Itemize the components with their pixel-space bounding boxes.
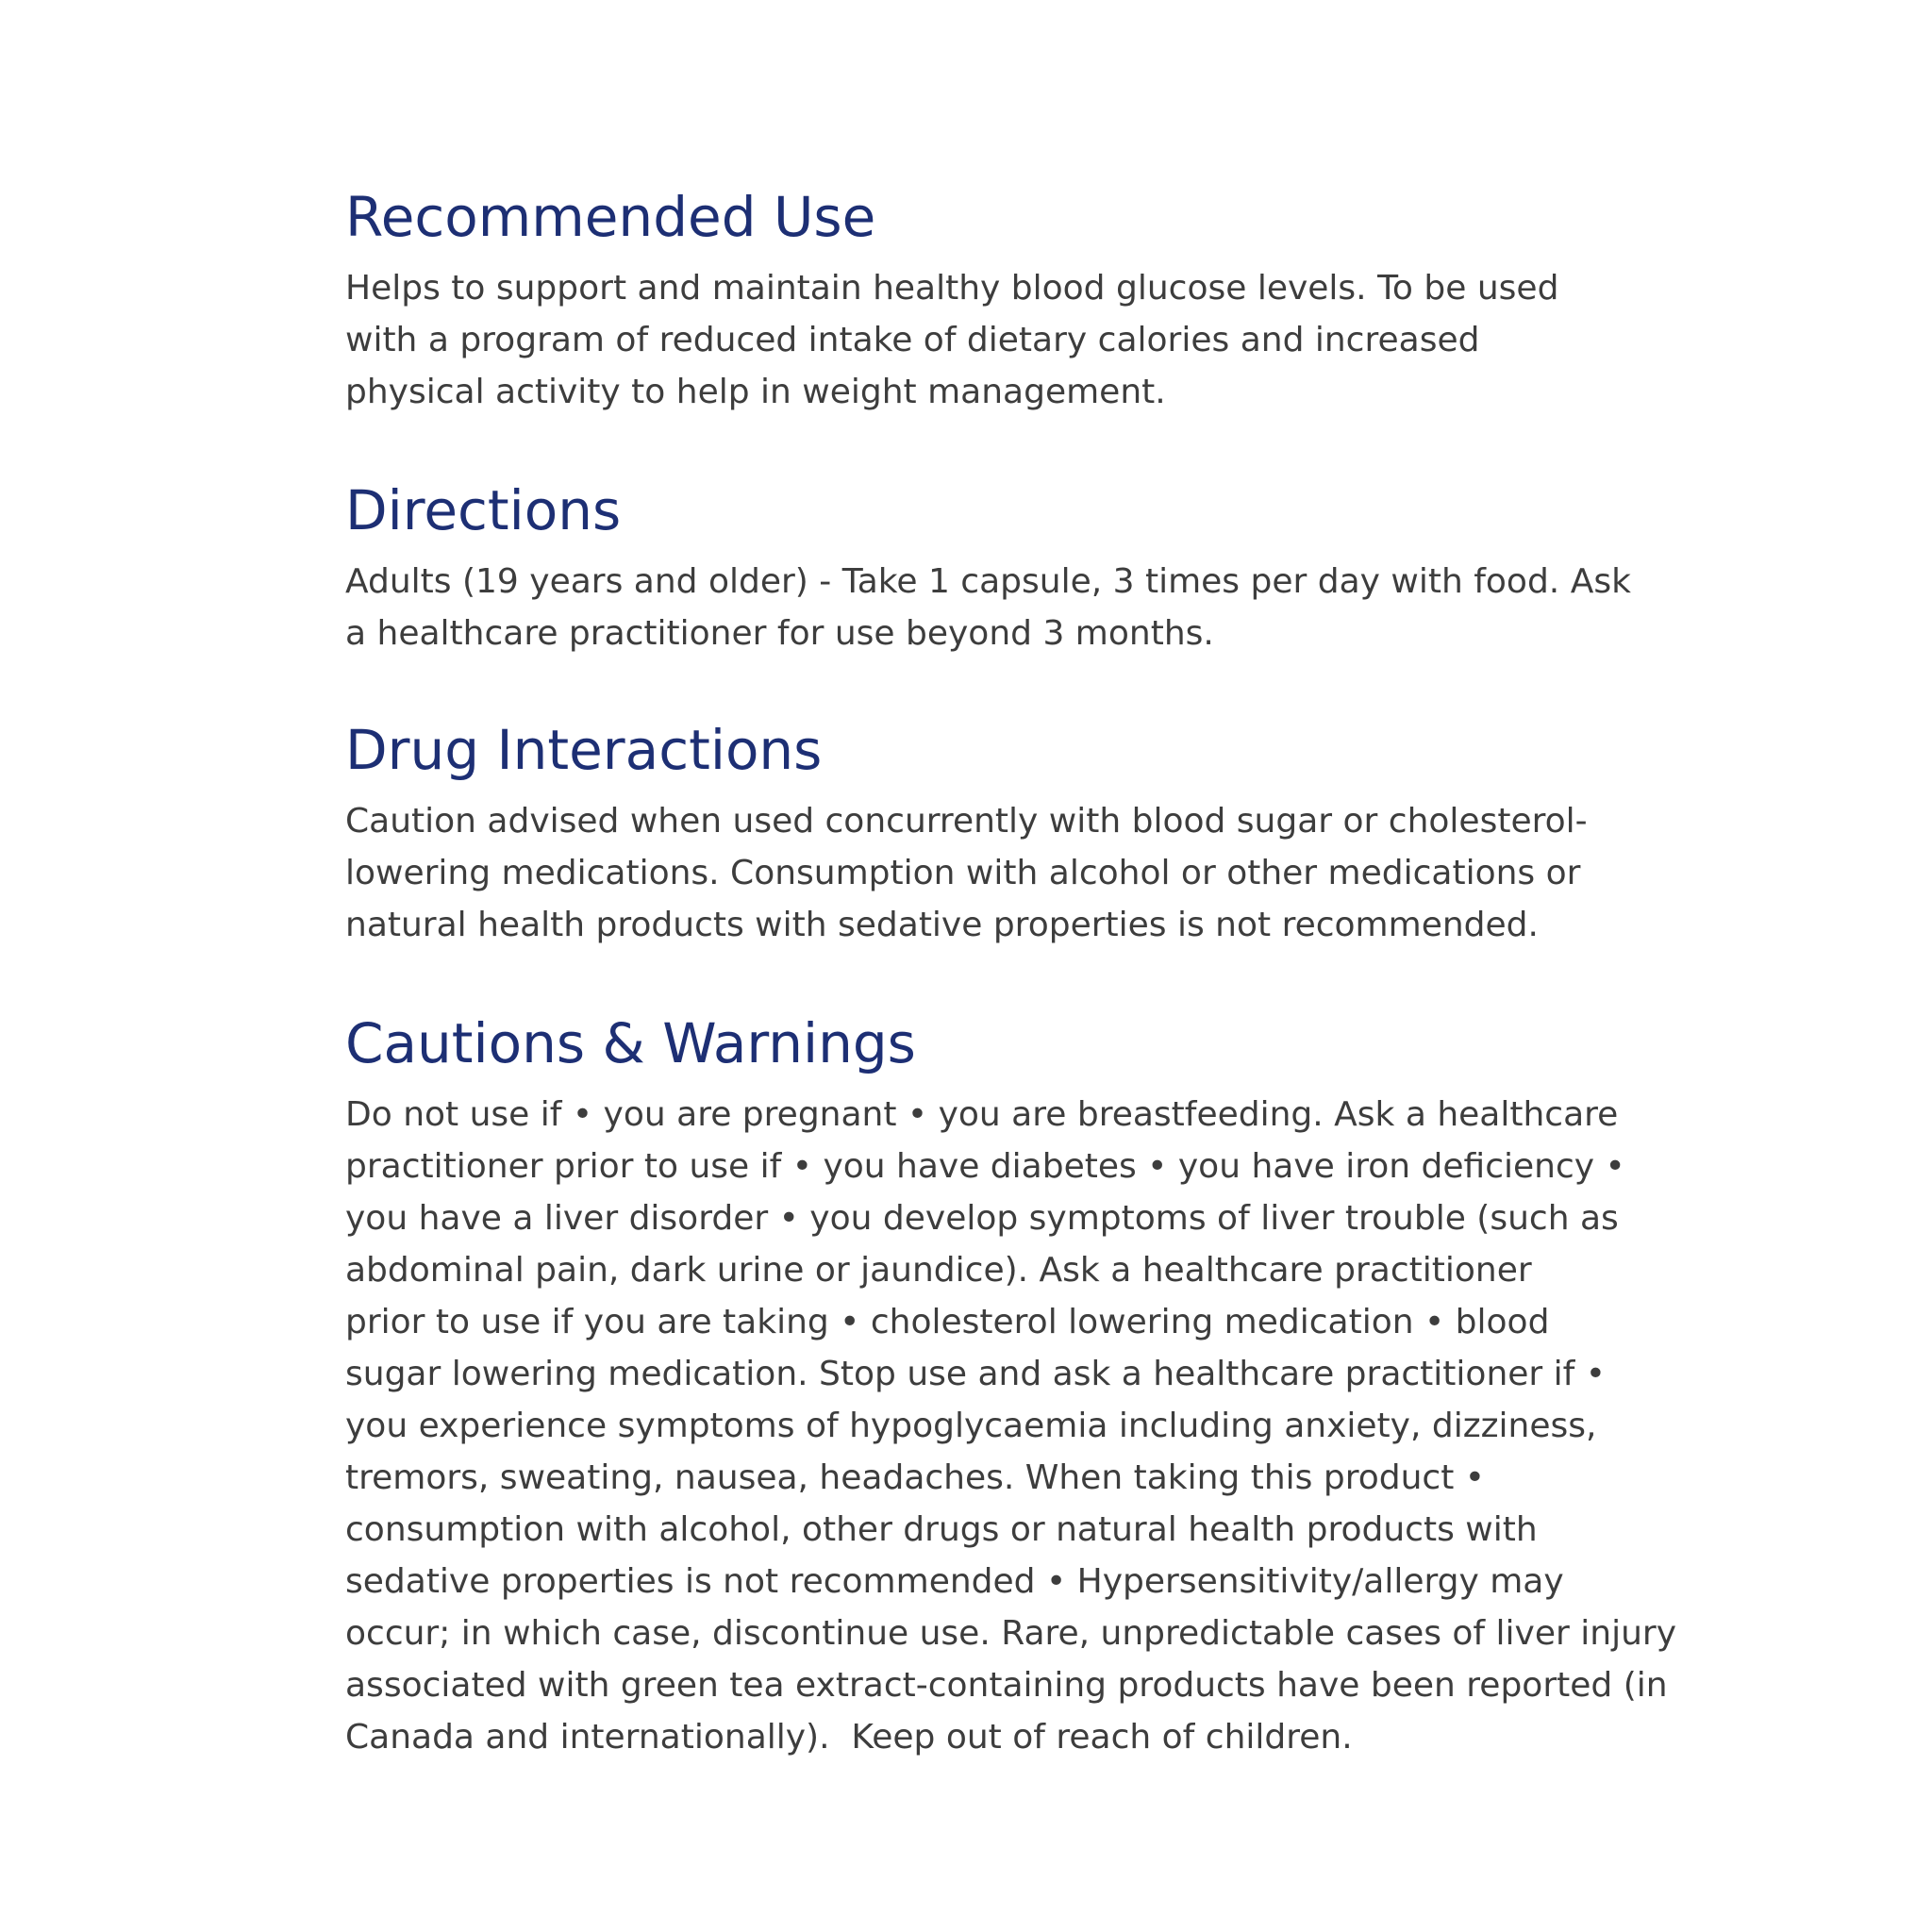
text-line: physical activity to help in weight management.: [345, 373, 1166, 411]
text-line: abdominal pain, dark urine or jaundice). Ask a healthcare practitioner: [345, 1251, 1532, 1290]
recommended-use-text: [345, 262, 1647, 418]
text-line: tremors, sweating, nausea, headaches. When taking this product •: [345, 1458, 1486, 1497]
cautions-warnings-heading: Cautions & Warnings: [345, 1011, 916, 1075]
text-line: you experience symptoms of hypoglycaemia including anxiety, dizziness,: [345, 1407, 1597, 1445]
text-line: Do not use if • you are pregnant • you are breastfeeding. Ask a healthcare: [345, 1095, 1619, 1134]
text-line: occur; in which case, discontinue use. Rare, unpredictable cases of liver injury: [345, 1614, 1676, 1653]
text-line: Caution advised when used concurrently with blood sugar or cholesterol-: [345, 802, 1588, 841]
text-line: associated with green tea extract-containing products have been reported (in: [345, 1666, 1668, 1705]
text-line: sugar lowering medication. Stop use and ask a healthcare practitioner if •: [345, 1355, 1607, 1393]
directions-heading: Directions: [345, 478, 622, 542]
text-line: practitioner prior to use if • you have diabetes • you have iron deficiency •: [345, 1147, 1625, 1186]
text-line: lowering medications. Consumption with alcohol or other medications or: [345, 854, 1581, 892]
text-line: consumption with alcohol, other drugs or natural health products with: [345, 1510, 1538, 1549]
drug-interactions-text: [345, 795, 1647, 951]
text-line: prior to use if you are taking • cholesterol lowering medication • blood: [345, 1303, 1550, 1341]
text-line: natural health products with sedative properties is not recommended.: [345, 906, 1539, 944]
recommended-use-heading: Recommended Use: [345, 185, 876, 249]
cautions-warnings-text: [345, 1089, 1676, 1763]
text-line: Canada and internationally). Keep out of reach of children.: [345, 1718, 1353, 1757]
text-line: you have a liver disorder • you develop symptoms of liver trouble (such as: [345, 1199, 1619, 1238]
recommended-use-section: [345, 179, 1647, 418]
text-line: with a program of reduced intake of dietary calories and increased: [345, 321, 1480, 359]
drug-interactions-heading: Drug Interactions: [345, 718, 823, 782]
text-line: Adults (19 years and older) - Take 1 capsule, 3 times per day with food. Ask: [345, 562, 1631, 601]
text-line: a healthcare practitioner for use beyond 3 months.: [345, 614, 1214, 653]
text-line: sedative properties is not recommended • Hypersensitivity/allergy may: [345, 1562, 1564, 1601]
directions-section: [345, 473, 1647, 659]
drug-interactions-section: [345, 712, 1647, 951]
product-info-document: [345, 179, 1676, 1763]
directions-text: [345, 556, 1647, 659]
cautions-warnings-section: [345, 1006, 1676, 1763]
text-line: Helps to support and maintain healthy blood glucose levels. To be used: [345, 269, 1559, 308]
